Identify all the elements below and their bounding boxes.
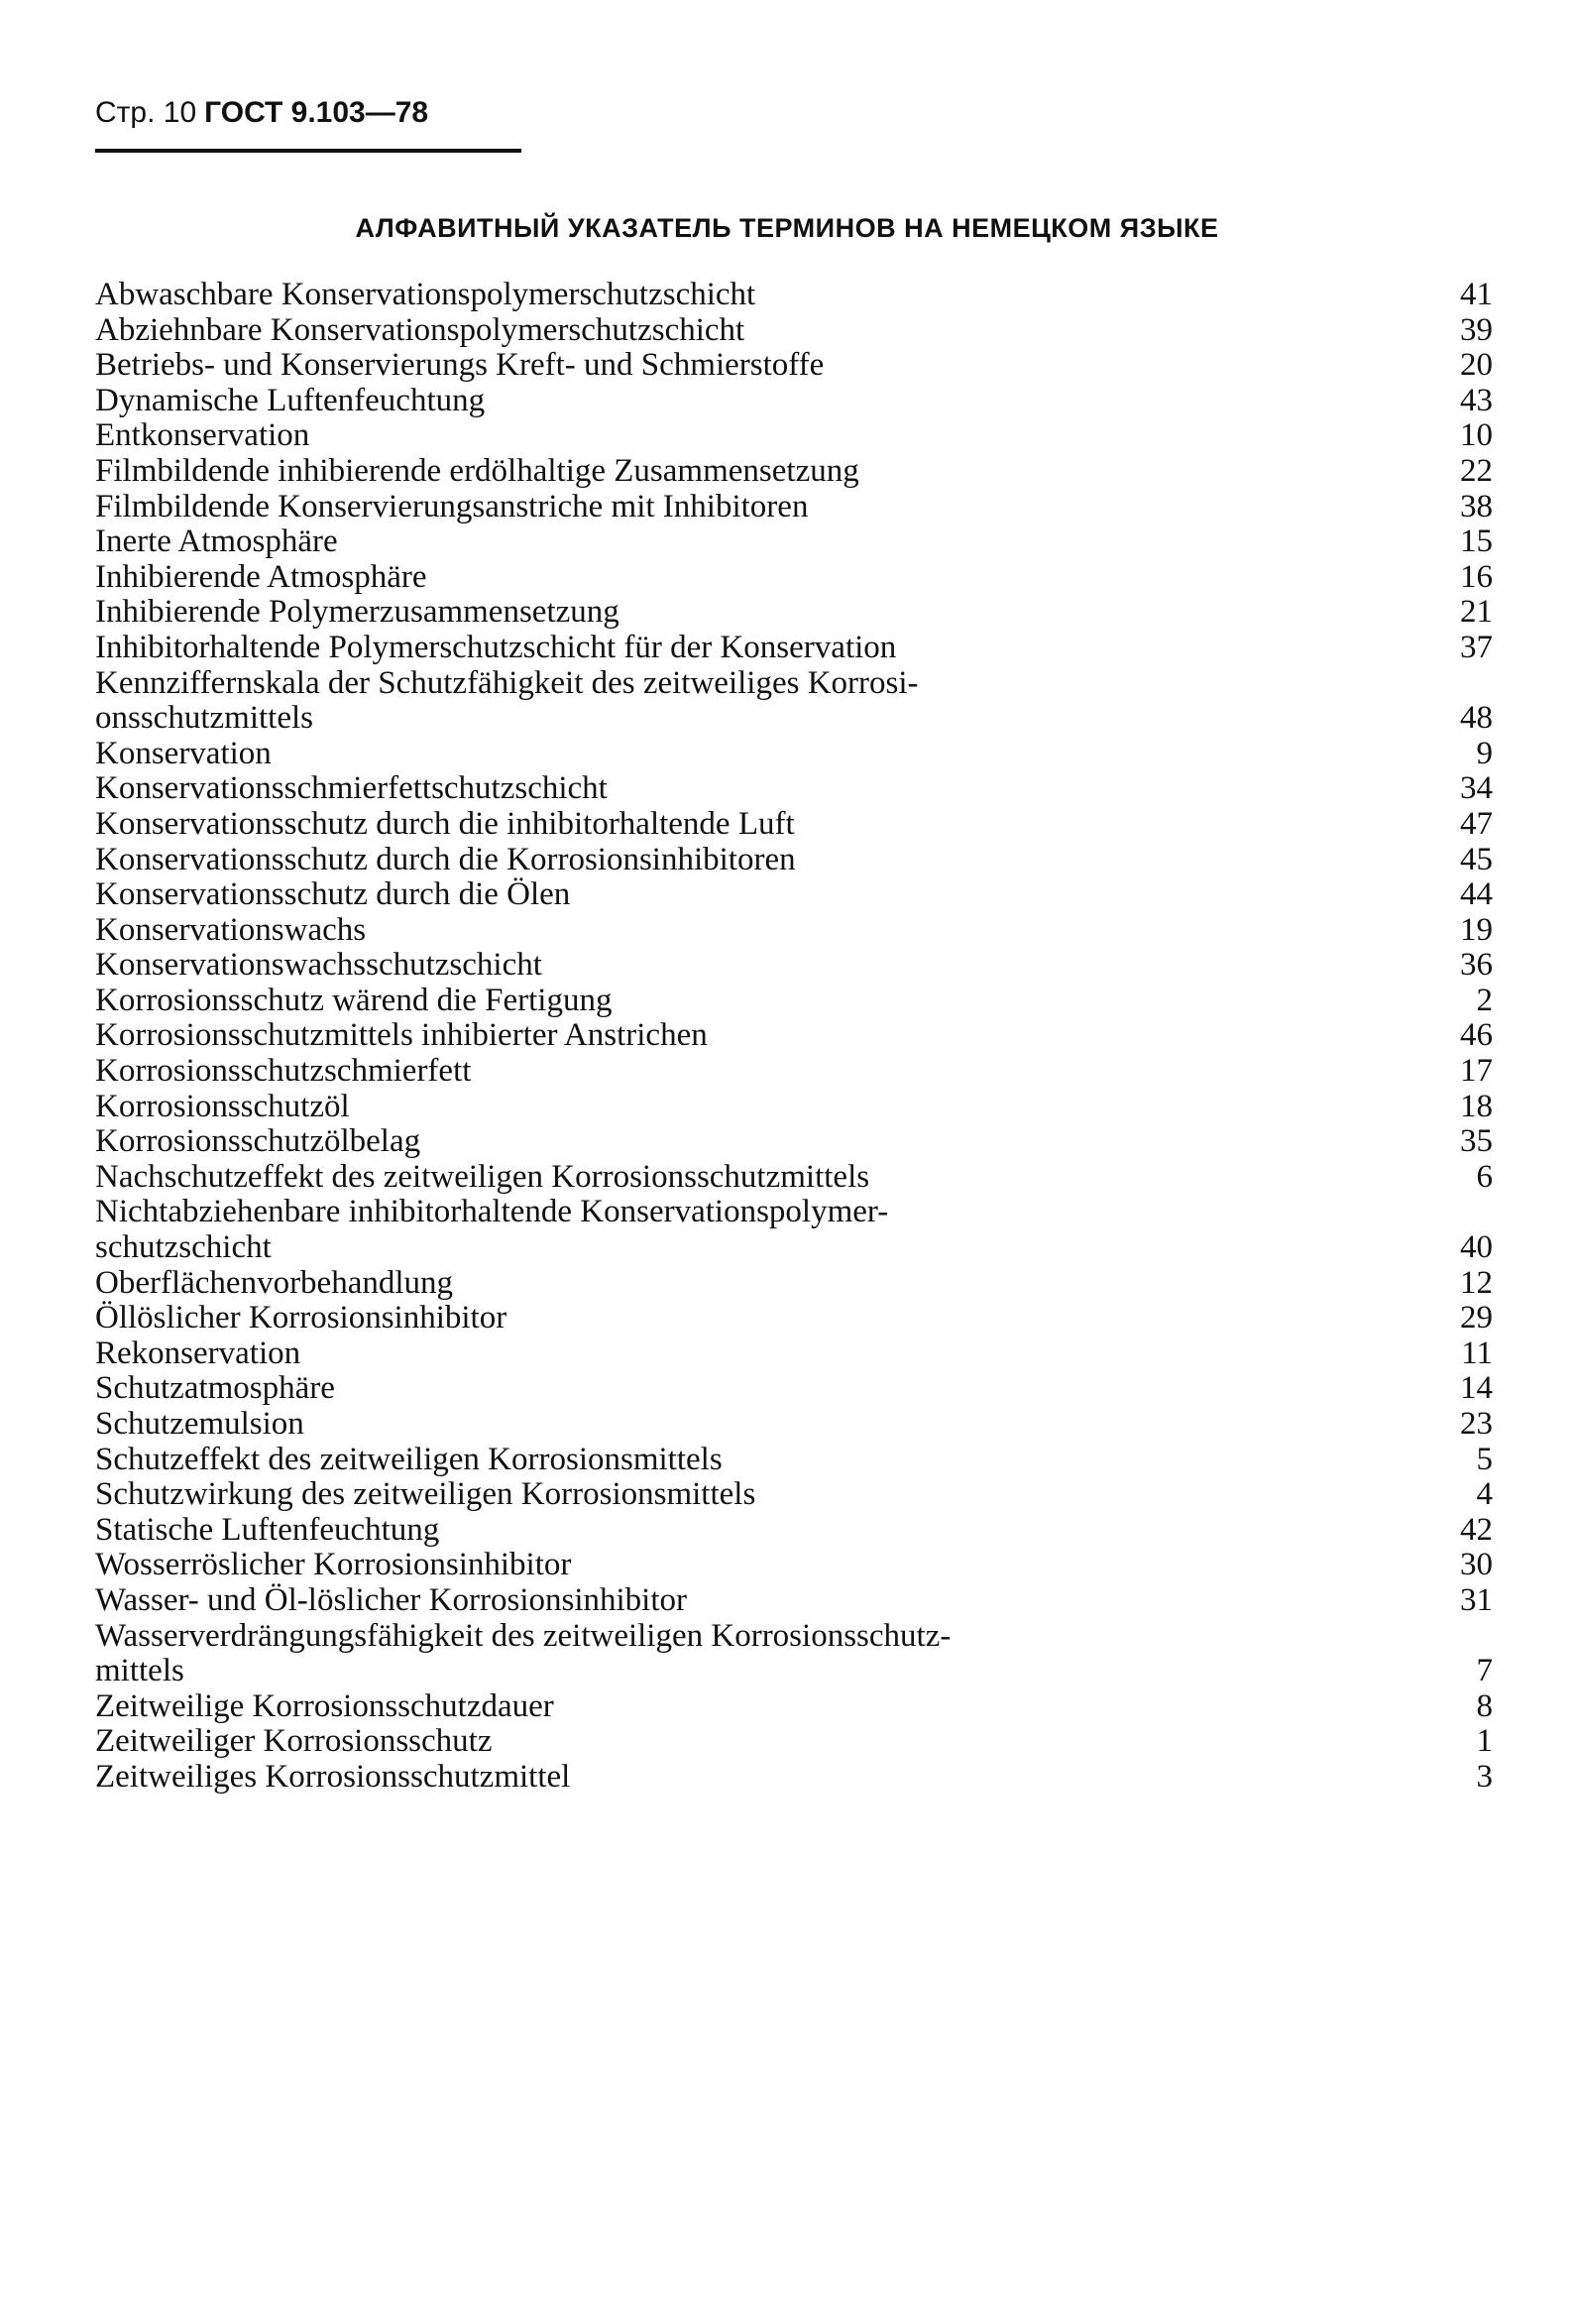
index-entry (95, 666, 1493, 737)
index-entry (95, 1689, 1493, 1725)
index-term: Schutzwirkung des zeitweiligen Korrosionsmittels (95, 1476, 756, 1513)
index-term: Korrosionsschutzmittels inhibierter Anstrichen (95, 1017, 708, 1054)
term-number: 36 (1460, 947, 1493, 984)
index-term: Inhibierende Polymerzusammensetzung (95, 594, 619, 631)
index-entry (95, 807, 1493, 843)
index-entry (95, 913, 1493, 949)
term-number: 9 (1476, 735, 1493, 771)
index-term: Öllöslicher Korrosionsinhibitor (95, 1300, 507, 1336)
term-number: 20 (1460, 347, 1493, 384)
index-entry (95, 278, 1493, 313)
index-entry (95, 1583, 1493, 1619)
page-header (95, 95, 428, 131)
term-number: 42 (1460, 1511, 1493, 1548)
term-number: 8 (1476, 1687, 1493, 1724)
term-number: 41 (1460, 277, 1493, 312)
term-number: 15 (1460, 523, 1493, 560)
index-term: Entkonservation (95, 417, 310, 454)
term-number: 1 (1476, 1723, 1493, 1760)
term-number: 18 (1460, 1088, 1493, 1124)
index-entry (95, 1371, 1493, 1407)
term-number: 2 (1476, 982, 1493, 1018)
term-number: 21 (1460, 594, 1493, 631)
index-term: Zeitweilige Korrosionsschutzdauer (95, 1687, 554, 1724)
term-number: 11 (1461, 1335, 1493, 1371)
index-entry (95, 737, 1493, 772)
term-number: 48 (1460, 700, 1493, 737)
index-term: Schutzeffekt des zeitweiligen Korrosionsmittels (95, 1441, 723, 1477)
index-entry (95, 1760, 1493, 1796)
index-term: Korrosionsschutzschmierfett (95, 1053, 472, 1090)
index-entry (95, 524, 1493, 560)
term-number: 46 (1460, 1017, 1493, 1054)
term-number: 14 (1460, 1370, 1493, 1407)
index-entry (95, 348, 1493, 384)
term-number: 5 (1476, 1441, 1493, 1477)
index-entry (95, 948, 1493, 984)
term-number: 40 (1460, 1229, 1493, 1266)
index-title: АЛФАВИТНЫЙ УКАЗАТЕЛЬ ТЕРМИНОВ НА НЕМЕЦКОМ ЯЗЫКЕ (355, 213, 1219, 243)
index-entry (95, 1301, 1493, 1336)
term-number: 6 (1476, 1158, 1493, 1195)
index-entry (95, 1266, 1493, 1302)
index-entry (95, 1548, 1493, 1583)
index-entry (95, 560, 1493, 596)
term-number: 34 (1460, 770, 1493, 807)
index-term: Dynamische Luftenfeuchtung (95, 382, 486, 418)
term-number: 44 (1460, 876, 1493, 913)
index-entry (95, 1054, 1493, 1090)
index-term: Zeitweiliges Korrosionsschutzmittel (95, 1758, 571, 1795)
term-number: 43 (1460, 382, 1493, 418)
index-term: Schutzemulsion (95, 1406, 304, 1442)
index-entry (95, 454, 1493, 490)
term-number: 23 (1460, 1406, 1493, 1442)
index-entry (95, 490, 1493, 525)
term-number: 31 (1460, 1581, 1493, 1618)
index-term: Nichtabziehenbare inhibitorhaltende Konservationspolymer- schutzschicht (95, 1194, 889, 1266)
term-number: 12 (1460, 1264, 1493, 1301)
index-entry (95, 1195, 1493, 1265)
index-term: Inhibierende Atmosphäre (95, 558, 427, 595)
index-term: Rekonservation (95, 1335, 301, 1371)
index-entry (95, 631, 1493, 666)
index-term: Inerte Atmosphäre (95, 523, 338, 560)
term-index-list (95, 278, 1493, 1796)
term-number: 35 (1460, 1123, 1493, 1160)
index-entry (95, 1513, 1493, 1549)
term-number: 10 (1460, 417, 1493, 454)
index-entry (95, 984, 1493, 1019)
index-term: Abwaschbare Konservationspolymerschutzschicht (95, 277, 756, 312)
term-number: 4 (1476, 1476, 1493, 1513)
index-entry (95, 1336, 1493, 1372)
index-term: Abziehnbare Konservationspolymerschutzschicht (95, 311, 745, 348)
term-number: 30 (1460, 1547, 1493, 1583)
index-entry (95, 843, 1493, 878)
index-entry (95, 1619, 1493, 1689)
index-term: Konservationsschutz durch die Korrosionsinhibitoren (95, 841, 796, 877)
index-entry (95, 1160, 1493, 1196)
index-entry (95, 313, 1493, 349)
standard-designation: ГОСТ 9.103—78 (204, 96, 429, 129)
index-term: Konservationsschmierfettschutzschicht (95, 770, 608, 807)
index-term: Filmbildende inhibierende erdölhaltige Zusammensetzung (95, 452, 859, 489)
index-term: Korrosionsschutzölbelag (95, 1123, 421, 1160)
index-term: Wosserröslicher Korrosionsinhibitor (95, 1547, 572, 1583)
index-term: Kennziffernskala der Schutzfähigkeit des zeitweiliges Korrosi- onsschutzmittels (95, 664, 919, 737)
term-number: 38 (1460, 488, 1493, 524)
index-term: Nachschutzeffekt des zeitweiligen Korrosionsschutzmittels (95, 1158, 870, 1195)
index-term: Konservationsschutz durch die inhibitorhaltende Luft (95, 805, 795, 842)
term-number: 29 (1460, 1300, 1493, 1336)
index-entry (95, 1018, 1493, 1054)
index-entry (95, 595, 1493, 631)
term-number: 3 (1476, 1758, 1493, 1795)
term-number: 39 (1460, 311, 1493, 348)
index-entry (95, 1407, 1493, 1443)
term-number: 16 (1460, 558, 1493, 595)
index-term: Konservationswachsschutzschicht (95, 947, 542, 984)
index-entry (95, 1443, 1493, 1478)
index-entry (95, 1090, 1493, 1125)
page-number: Стр. 10 (95, 96, 197, 129)
index-entry (95, 771, 1493, 807)
term-number: 45 (1460, 841, 1493, 877)
index-term: Betriebs- und Konservierungs Kreft- und Schmierstoffe (95, 347, 825, 384)
index-entry (95, 877, 1493, 913)
term-number: 7 (1476, 1653, 1493, 1689)
index-term: Konservation (95, 735, 272, 771)
index-term: Konservationsschutz durch die Ölen (95, 876, 571, 913)
term-number: 22 (1460, 452, 1493, 489)
index-term: Konservationswachs (95, 911, 367, 948)
term-number: 17 (1460, 1053, 1493, 1090)
index-term: Korrosionsschutz wärend die Fertigung (95, 982, 613, 1018)
index-term: Zeitweiliger Korrosionsschutz (95, 1723, 493, 1760)
index-term: Inhibitorhaltende Polymerschutzschicht für der Konservation (95, 629, 897, 665)
index-term: Schutzatmosphäre (95, 1370, 335, 1407)
term-number: 19 (1460, 911, 1493, 948)
index-entry (95, 1724, 1493, 1760)
index-term: Korrosionsschutzöl (95, 1088, 350, 1124)
index-entry (95, 1477, 1493, 1513)
index-entry (95, 418, 1493, 454)
index-term: Statische Luftenfeuchtung (95, 1511, 440, 1548)
header-rule (95, 149, 521, 153)
index-term: Oberflächenvorbehandlung (95, 1264, 454, 1301)
term-number: 37 (1460, 629, 1493, 665)
term-number: 47 (1460, 805, 1493, 842)
index-term: Wasserverdrängungsfähigkeit des zeitweiligen Korrosionsschutz- mittels (95, 1617, 952, 1689)
index-term: Wasser- und Öl-löslicher Korrosionsinhibitor (95, 1581, 687, 1618)
index-term: Filmbildende Konservierungsanstriche mit Inhibitoren (95, 488, 809, 524)
index-entry (95, 384, 1493, 419)
index-entry (95, 1124, 1493, 1160)
